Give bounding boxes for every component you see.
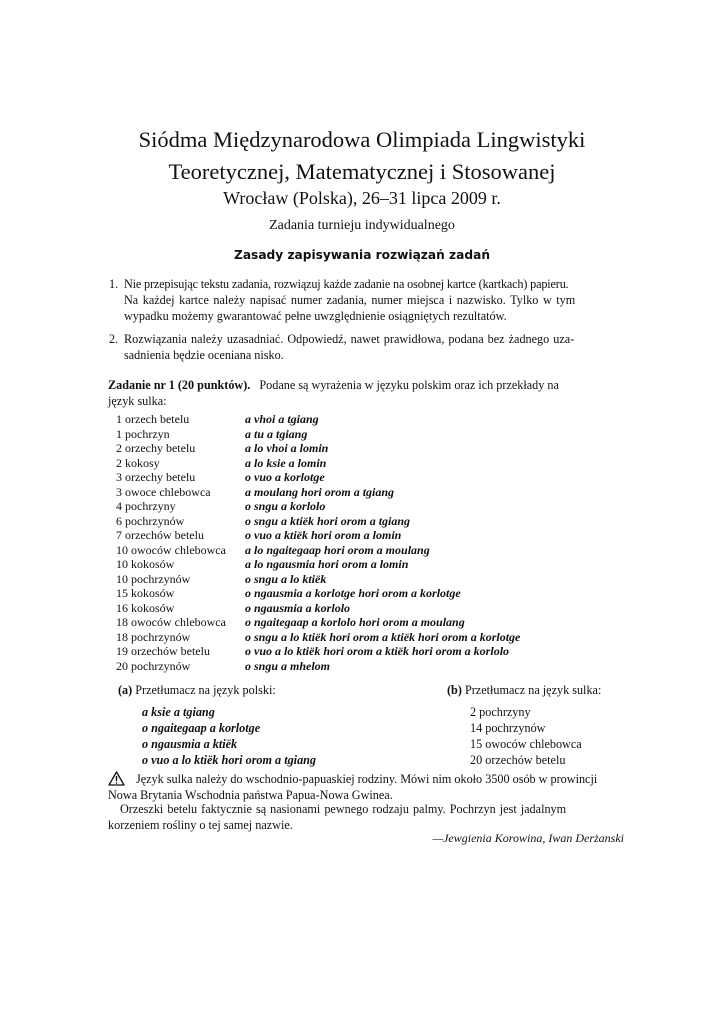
problem-label: Zadanie nr 1 (20 punktów).: [108, 378, 251, 392]
exercise-b-item: 20 orzechów betelu: [470, 753, 566, 767]
note-language: [108, 771, 624, 803]
rule-item-2: [109, 331, 624, 363]
title-line-2: Teoretycznej, Matematycznej i Stosowanej: [168, 159, 556, 184]
polish-phrase: 15 kokosów: [116, 586, 175, 600]
sulka-phrase: o sngu a korlolo: [245, 499, 326, 513]
rule-line: Nie przepisując tekstu zadania, rozwiązuj każde zadanie na osobnej kartce (kartkach) papieru.: [124, 277, 569, 291]
sulka-phrase: a moulang hori orom a tgiang: [245, 484, 395, 499]
olympiad-title: [100, 124, 624, 188]
title-line-1: Siódma Międzynarodowa Olimpiada Lingwistyki: [138, 127, 586, 152]
polish-phrase: 10 kokosów: [116, 557, 175, 571]
location-date: Wrocław (Polska), 26–31 lipca 2009 r.: [223, 188, 501, 208]
sulka-phrase: o sngu a lo ktiëk: [245, 571, 327, 586]
problem-intro-text-2: język sulka:: [108, 394, 167, 408]
note-betel: [108, 801, 624, 833]
sulka-phrase: a vhoi a tgiang: [245, 412, 319, 426]
polish-phrase: 16 kokosów: [116, 600, 175, 615]
polish-phrase: 6 pochrzynów: [116, 513, 185, 528]
rule-item-1: [109, 276, 624, 324]
sulka-phrase: a lo vhoi a lomin: [245, 441, 329, 455]
sulka-phrase: o ngausmia a korlolo: [245, 600, 351, 615]
sulka-phrase: a tu a tgiang: [245, 426, 308, 441]
note-line: korzeniem rośliny o tej samej nazwie.: [108, 818, 293, 832]
polish-phrase: 1 orzech betelu: [116, 412, 190, 426]
polish-phrase: 4 pochrzyny: [116, 499, 176, 513]
exercise-b-text: Przetłumacz na język sulka:: [464, 683, 602, 697]
rule-line: sadnienia będzie oceniana nisko.: [124, 348, 284, 362]
exercise-a-item: o vuo a lo ktiëk hori orom a tgiang: [142, 753, 317, 767]
rule-number: 1.: [109, 277, 119, 291]
sulka-phrase: a lo ksie a lomin: [245, 455, 327, 470]
polish-phrase: 2 orzechy betelu: [116, 441, 196, 455]
sulka-phrase: o sngu a mhelom: [245, 658, 331, 673]
polish-phrase: 19 orzechów betelu: [116, 644, 210, 658]
note-line: Nowa Brytania Wschodnia państwa Papua-Nowa Gwinea.: [108, 788, 393, 802]
sulka-phrase: a lo ngaitegaap hori orom a moulang: [245, 542, 430, 557]
rule-number: 2.: [109, 332, 119, 346]
exercise-a-label: (a): [118, 683, 133, 697]
polish-phrase: 3 owoce chlebowca: [116, 484, 211, 499]
sulka-phrase: o ngausmia a korlotge hori orom a korlotge: [245, 586, 461, 600]
exercise-b-label: (b): [447, 683, 462, 697]
sulka-phrase: o sngu a lo ktiëk hori orom a ktiëk hori orom a korlotge: [245, 629, 521, 644]
round-subtitle: Zadania turnieju indywidualnego: [269, 218, 455, 233]
sulka-phrase: o vuo a korlotge: [245, 470, 325, 484]
polish-phrase: 20 pochrzynów: [116, 658, 191, 673]
rule-line: Rozwiązania należy uzasadniać. Odpowiedź, nawet prawidłowa, podana bez żadnego uza-: [124, 332, 575, 346]
exercise-a-heading: [118, 683, 276, 698]
polish-phrase: 18 pochrzynów: [116, 629, 191, 644]
polish-phrase: 3 orzechy betelu: [116, 470, 196, 484]
exercise-a-items: [142, 704, 316, 768]
sulka-phrase: o ngaitegaap a korlolo hori orom a moulang: [245, 615, 465, 629]
exercise-a-item: a ksie a tgiang: [142, 705, 215, 719]
polish-phrase: 2 kokosy: [116, 455, 160, 470]
sulka-phrase: o sngu a ktiëk hori orom a tgiang: [245, 513, 411, 528]
rule-line: Na każdej kartce należy napisać numer zadania, numer miejsca i nazwisko. Tylko w tym: [124, 293, 576, 307]
exercise-b-item: 2 pochrzyny: [470, 705, 531, 719]
polish-phrase: 1 pochrzyn: [116, 426, 170, 441]
sulka-phrase: o vuo a ktiëk hori orom a lomin: [245, 528, 402, 542]
exercise-a-item: o ngaitegaap a korlotge: [142, 721, 261, 735]
polish-phrase: 7 orzechów betelu: [116, 528, 204, 542]
polish-phrase: 18 owoców chlebowca: [116, 615, 226, 629]
problem-intro-text-1: Podane są wyrażenia w języku polskim oraz ich przekłady na: [259, 378, 559, 392]
sulka-phrase: o vuo a lo ktiëk hori orom a ktiëk hori orom a korlolo: [245, 644, 510, 658]
exercise-b-heading: [447, 683, 601, 698]
exercise-a-item: o ngausmia a ktiëk: [142, 737, 238, 751]
exercise-a-text: Przetłumacz na język polski:: [135, 683, 276, 697]
polish-phrase: 10 pochrzynów: [116, 571, 191, 586]
polish-phrase: 10 owoców chlebowca: [116, 542, 226, 557]
problem-authors: —Jewgienia Korowina, Iwan Derżanski: [432, 831, 624, 845]
note-line: Język sulka należy do wschodnio-papuaskiej rodziny. Mówi nim około 3500 osób w prowincji: [136, 772, 598, 786]
exercise-b-item: 15 owoców chlebowca: [470, 737, 582, 751]
note-line: Orzeszki betelu faktycznie są nasionami pewnego rodzaju palmy. Pochrzyn jest jadalnym: [120, 802, 567, 816]
rule-line: wypadku możemy gwarantować pełne uwzględnienie osiągniętych rezultatów.: [124, 309, 507, 323]
exercise-b-items: [470, 704, 582, 768]
problem-intro: [108, 377, 624, 409]
rules-heading: Zasady zapisywania rozwiązań zadań: [234, 248, 490, 262]
exercise-b-item: 14 pochrzynów: [470, 721, 546, 735]
sulka-phrase: a lo ngausmia hori orom a lomin: [245, 557, 409, 571]
